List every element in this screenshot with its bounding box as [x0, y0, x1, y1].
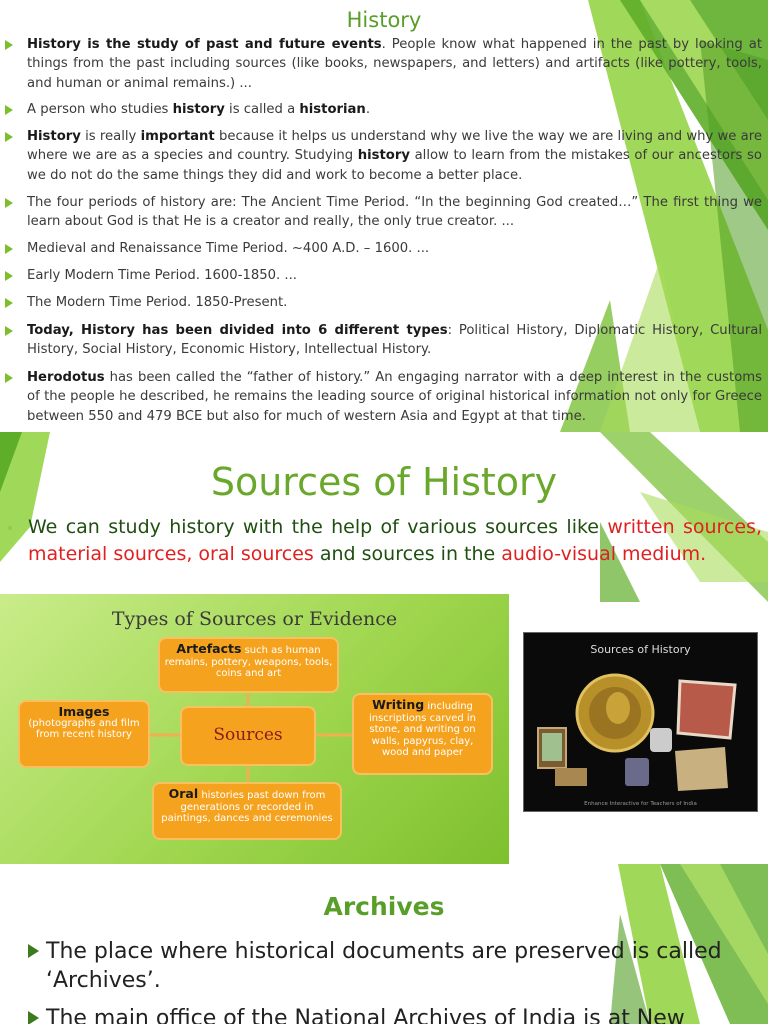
archives-bullet-definition: The place where historical documents are preserved is called ‘Archives’. [28, 937, 728, 995]
bullet-importance: History is really important because it helps us understand why we live the way we are living and why we are where we are as a species and country. Studying history allow to learn from the mistakes of our ancestors so we do not do the same things they did and work to become a better place. [5, 127, 762, 185]
bullet-herodotus: Herodotus has been called the “father of history.” An engaging narrator with a deep interest in the customs of the people he described, he remains the leading source of original historical information not only for Greece between 550 and 479 BCE but also for much of western Asia and Egypt at that time. [5, 368, 762, 426]
bullet-four-periods: The four periods of history are: The Ancient Time Period. “In the beginning God created…” The first thing we learn about God is that He is a creator and really, the only true creator. ... [5, 193, 762, 232]
images-box: Images (photographs and film from recent history [18, 700, 150, 768]
oral-box: Oral histories past down from generations or recorded in paintings, dances and ceremonies [152, 782, 342, 840]
slide-history [0, 0, 768, 432]
sources-of-history-photo [523, 632, 758, 812]
bullet-dot-icon: • [6, 521, 15, 537]
bullet-arrow-icon [5, 244, 13, 254]
bullet-definition: History is the study of past and future events. People know what happened in the past by looking at things from the past including sources (like books, newspapers, and letters) and artifacts (like pottery, tools, and human or animal remains.) ... [5, 35, 762, 93]
artefacts-box: Artefacts such as human remains, pottery, weapons, tools, coins and art [158, 637, 339, 693]
bullet-arrow-icon [5, 132, 13, 142]
slide-sources-of-history [0, 432, 768, 864]
bullet-arrow-icon [5, 198, 13, 208]
slide-archives [0, 864, 768, 1024]
bullet-early-modern: Early Modern Time Period. 1600-1850. ... [5, 266, 762, 285]
bullet-arrow-icon [28, 944, 39, 958]
bullet-historian: A person who studies history is called a historian. [5, 100, 762, 119]
infographic-title: Types of Sources or Evidence [111, 608, 398, 630]
bullet-modern: The Modern Time Period. 1850-Present. [5, 293, 762, 312]
sources-center-box: Sources [180, 706, 316, 766]
intro-paragraph: • We can study history with the help of various sources like written sources, material sources, oral sources and sources in the audio-visual medium. [6, 516, 762, 565]
bullet-arrow-icon [5, 271, 13, 281]
slide-title: History [346, 8, 422, 32]
bullet-arrow-icon [5, 373, 13, 383]
slide-title: Sources of History [210, 460, 558, 504]
bullet-arrow-icon [5, 40, 13, 50]
bullet-arrow-icon [5, 298, 13, 308]
bullet-arrow-icon [5, 105, 13, 115]
photo-caption: Enhance Interactive for Teachers of India [584, 801, 697, 807]
writing-box: Writing including inscriptions carved in stone, and writing on walls, papyrus, clay, wood and paper [352, 693, 493, 775]
slide-title: Archives [323, 892, 445, 921]
types-of-sources-infographic [0, 594, 509, 864]
archives-bullet-national: The main office of the National Archives of India is at New [28, 1004, 728, 1024]
photo-title: Sources of History [590, 643, 691, 656]
bullet-arrow-icon [5, 326, 13, 336]
artifacts-illustration [530, 663, 751, 793]
bullet-types: Today, History has been divided into 6 different types: Political History, Diplomatic History, Cultural History, Social History, Economic History, Intellectual History. [5, 321, 762, 360]
bullet-medieval: Medieval and Renaissance Time Period. ~400 A.D. – 1600. ... [5, 239, 762, 258]
bullet-arrow-icon [28, 1011, 39, 1024]
